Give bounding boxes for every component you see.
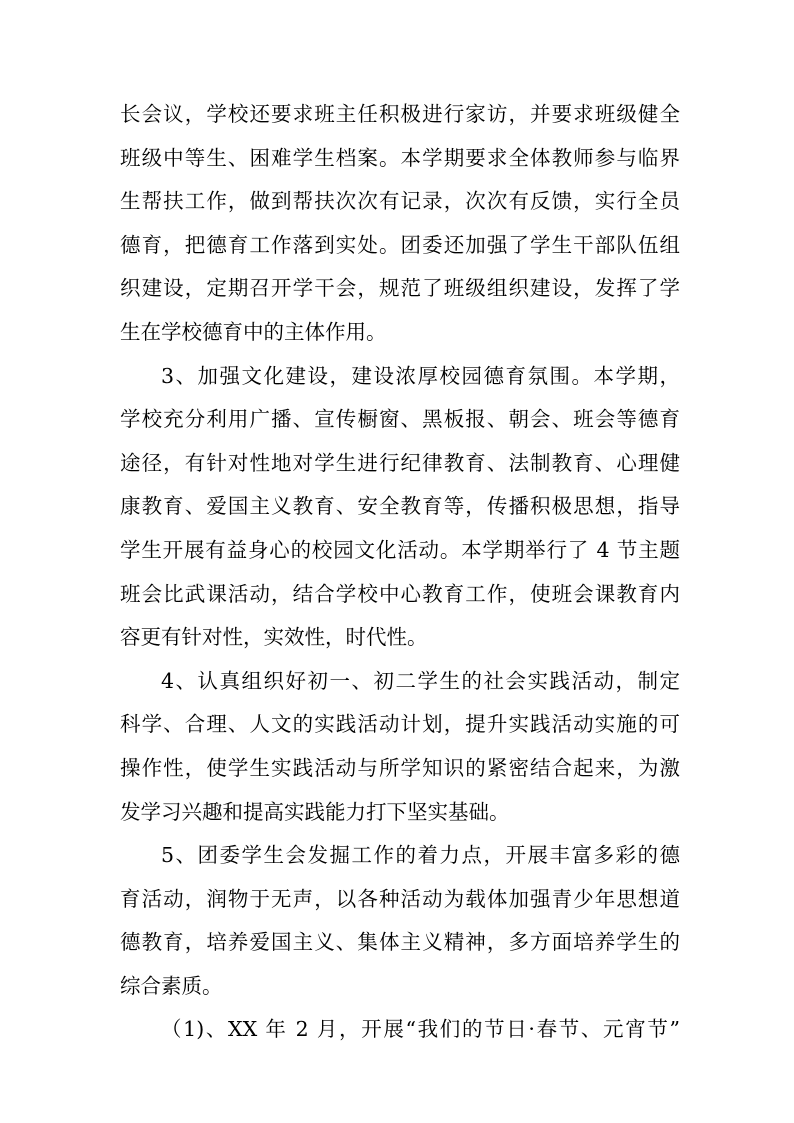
text-line: 发学习兴趣和提高实践能力打下坚实基础。 (120, 799, 510, 824)
text-line: 长会议，学校还要求班主任积极进行家访，并要求班级健全 (120, 102, 680, 126)
text-line: 德教育，培养爱国主义、集体主义精神，多方面培养学生的 (120, 930, 680, 955)
text-line: 学生开展有益身心的校园文化活动。本学期举行了 4 节主题 (120, 537, 680, 562)
text-line: 科学、合理、人文的实践活动计划，提升实践活动实施的可 (120, 712, 680, 737)
text-line: 生在学校德育中的主体作用。 (120, 319, 387, 344)
text-line: 德育，把德育工作落到实处。团委还加强了学生干部队伍组 (120, 232, 680, 257)
text-line: 学校充分利用广播、宣传橱窗、黑板报、朝会、班会等德育 (120, 407, 680, 432)
paragraph-start-line: 4、认真组织好初一、初二学生的社会实践活动，制定 (161, 668, 680, 693)
text-line: 康教育、爱国主义教育、安全教育等，传播积极思想，指导 (120, 494, 680, 519)
text-line: 班级中等生、困难学生档案。本学期要求全体教师参与临界 (120, 145, 680, 170)
text-line: 育活动，润物于无声，以各种活动为载体加强青少年思想道 (120, 886, 680, 911)
text-line: 综合素质。 (120, 973, 223, 998)
paragraph-start-line: 5、团委学生会发掘工作的着力点，开展丰富多彩的德 (161, 843, 680, 868)
paragraph-start-line: 3、加强文化建设，建设浓厚校园德育氛围。本学期， (161, 363, 680, 388)
text-line: 容更有针对性，实效性，时代性。 (120, 625, 428, 650)
text-line: 途径，有针对性地对学生进行纪律教育、法制教育、心理健 (120, 450, 680, 475)
text-line: 生帮扶工作，做到帮扶次次有记录，次次有反馈，实行全员 (120, 189, 680, 214)
text-line: 班会比武课活动，结合学校中心教育工作，使班会课教育内 (120, 581, 680, 606)
paragraph-start-line: （1)、XX 年 2 月，开展“我们的节日·春节、元宵节” (161, 1017, 680, 1042)
text-line: 织建设，定期召开学干会，规范了班级组织建设，发挥了学 (120, 276, 680, 301)
text-line: 操作性，使学生实践活动与所学知识的紧密结合起来，为激 (120, 755, 680, 780)
document-body (120, 93, 680, 1052)
